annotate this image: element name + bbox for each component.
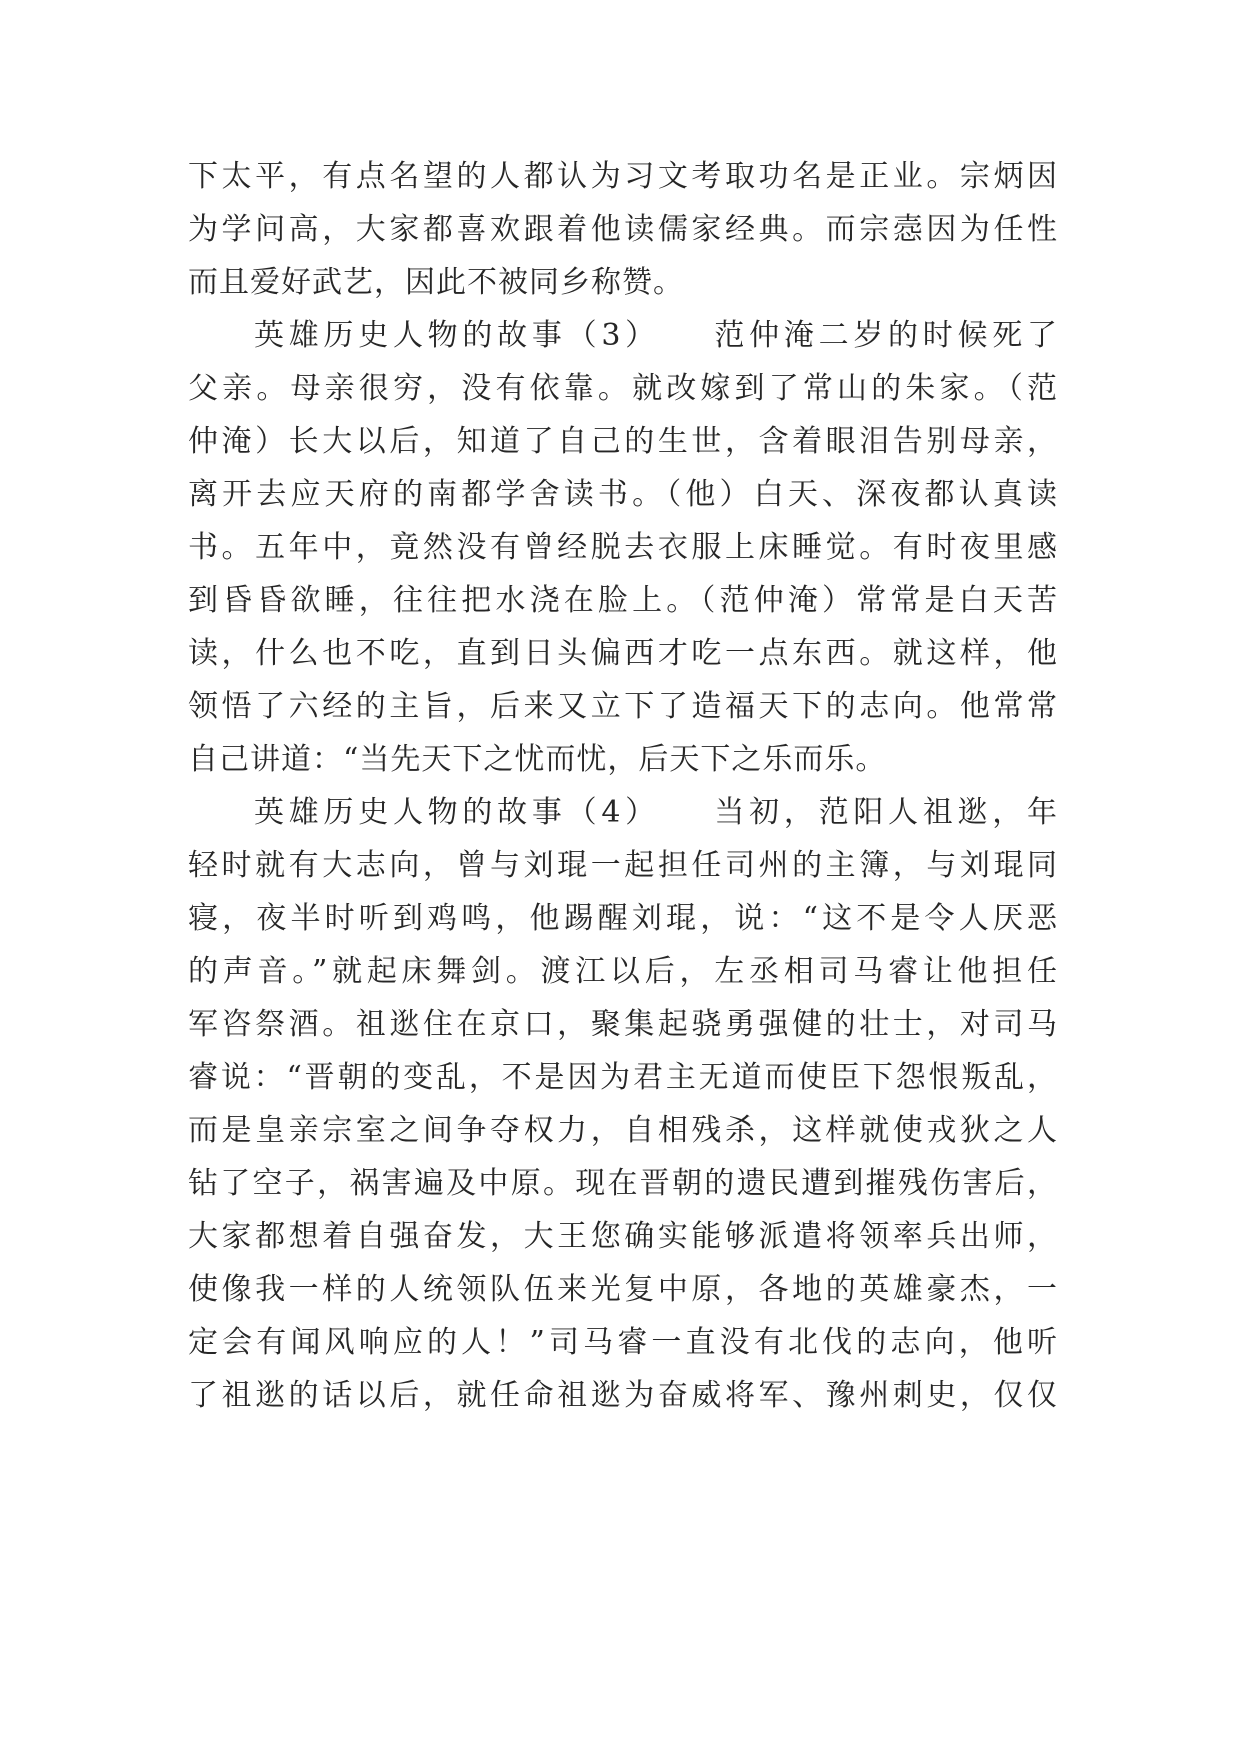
text-line: 领悟了六经的主旨，后来又立下了造福天下的志向。他常常	[188, 689, 1058, 724]
text-line: 自己讲道：“当先天下之忧而忧，后天下之乐而乐。	[188, 742, 887, 777]
text-line: 离开去应天府的南都学舍读书。（他）白天、深夜都认真读	[188, 477, 1058, 512]
text-line: 睿说：“晋朝的变乱，不是因为君主无道而使臣下怨恨叛乱，	[188, 1060, 1058, 1095]
text-line: 使像我一样的人统领队伍来光复中原，各地的英雄豪杰，一	[188, 1272, 1058, 1307]
paragraph-zong-que-ending	[188, 150, 1058, 309]
text-line: 英雄历史人物的故事（4） 当初，范阳人祖逖，年	[254, 795, 1058, 830]
text-line: 父亲。母亲很穷，没有依靠。就改嫁到了常山的朱家。（范	[188, 371, 1058, 406]
paragraph-story-4-zu-ti	[188, 786, 1058, 1422]
text-line: 而且爱好武艺，因此不被同乡称赞。	[188, 265, 684, 300]
text-line: 的声音。”就起床舞剑。渡江以后，左丞相司马睿让他担任	[188, 954, 1058, 989]
text-line: 军咨祭酒。祖逖住在京口，聚集起骁勇强健的壮士，对司马	[188, 1007, 1058, 1042]
text-line: 大家都想着自强奋发，大王您确实能够派遣将领率兵出师，	[188, 1219, 1058, 1254]
text-line: 定会有闻风响应的人！”司马睿一直没有北伐的志向，他听	[188, 1325, 1058, 1360]
text-line: 书。五年中，竟然没有曾经脱去衣服上床睡觉。有时夜里感	[188, 530, 1058, 565]
text-line: 仲淹）长大以后，知道了自己的生世，含着眼泪告别母亲，	[188, 424, 1058, 459]
text-line: 到昏昏欲睡，往往把水浇在脸上。（范仲淹）常常是白天苦	[188, 583, 1058, 618]
text-line: 为学问高，大家都喜欢跟着他读儒家经典。而宗悫因为任性	[188, 212, 1058, 247]
text-line: 轻时就有大志向，曾与刘琨一起担任司州的主簿，与刘琨同	[188, 848, 1058, 883]
text-line: 读，什么也不吃，直到日头偏西才吃一点东西。就这样，他	[188, 636, 1058, 671]
document-body	[188, 150, 1058, 1422]
text-line: 钻了空子，祸害遍及中原。现在晋朝的遗民遭到摧残伤害后，	[188, 1166, 1058, 1201]
text-line: 了祖逖的话以后，就任命祖逖为奋威将军、豫州刺史，仅仅	[188, 1378, 1058, 1413]
paragraph-story-3-fan-zhongyan	[188, 309, 1058, 786]
text-line: 寝，夜半时听到鸡鸣，他踢醒刘琨，说：“这不是令人厌恶	[188, 901, 1058, 936]
text-line: 下太平，有点名望的人都认为习文考取功名是正业。宗炳因	[188, 159, 1058, 194]
text-line: 英雄历史人物的故事（3） 范仲淹二岁的时候死了	[254, 318, 1058, 353]
text-line: 而是皇亲宗室之间争夺权力，自相残杀，这样就使戎狄之人	[188, 1113, 1058, 1148]
